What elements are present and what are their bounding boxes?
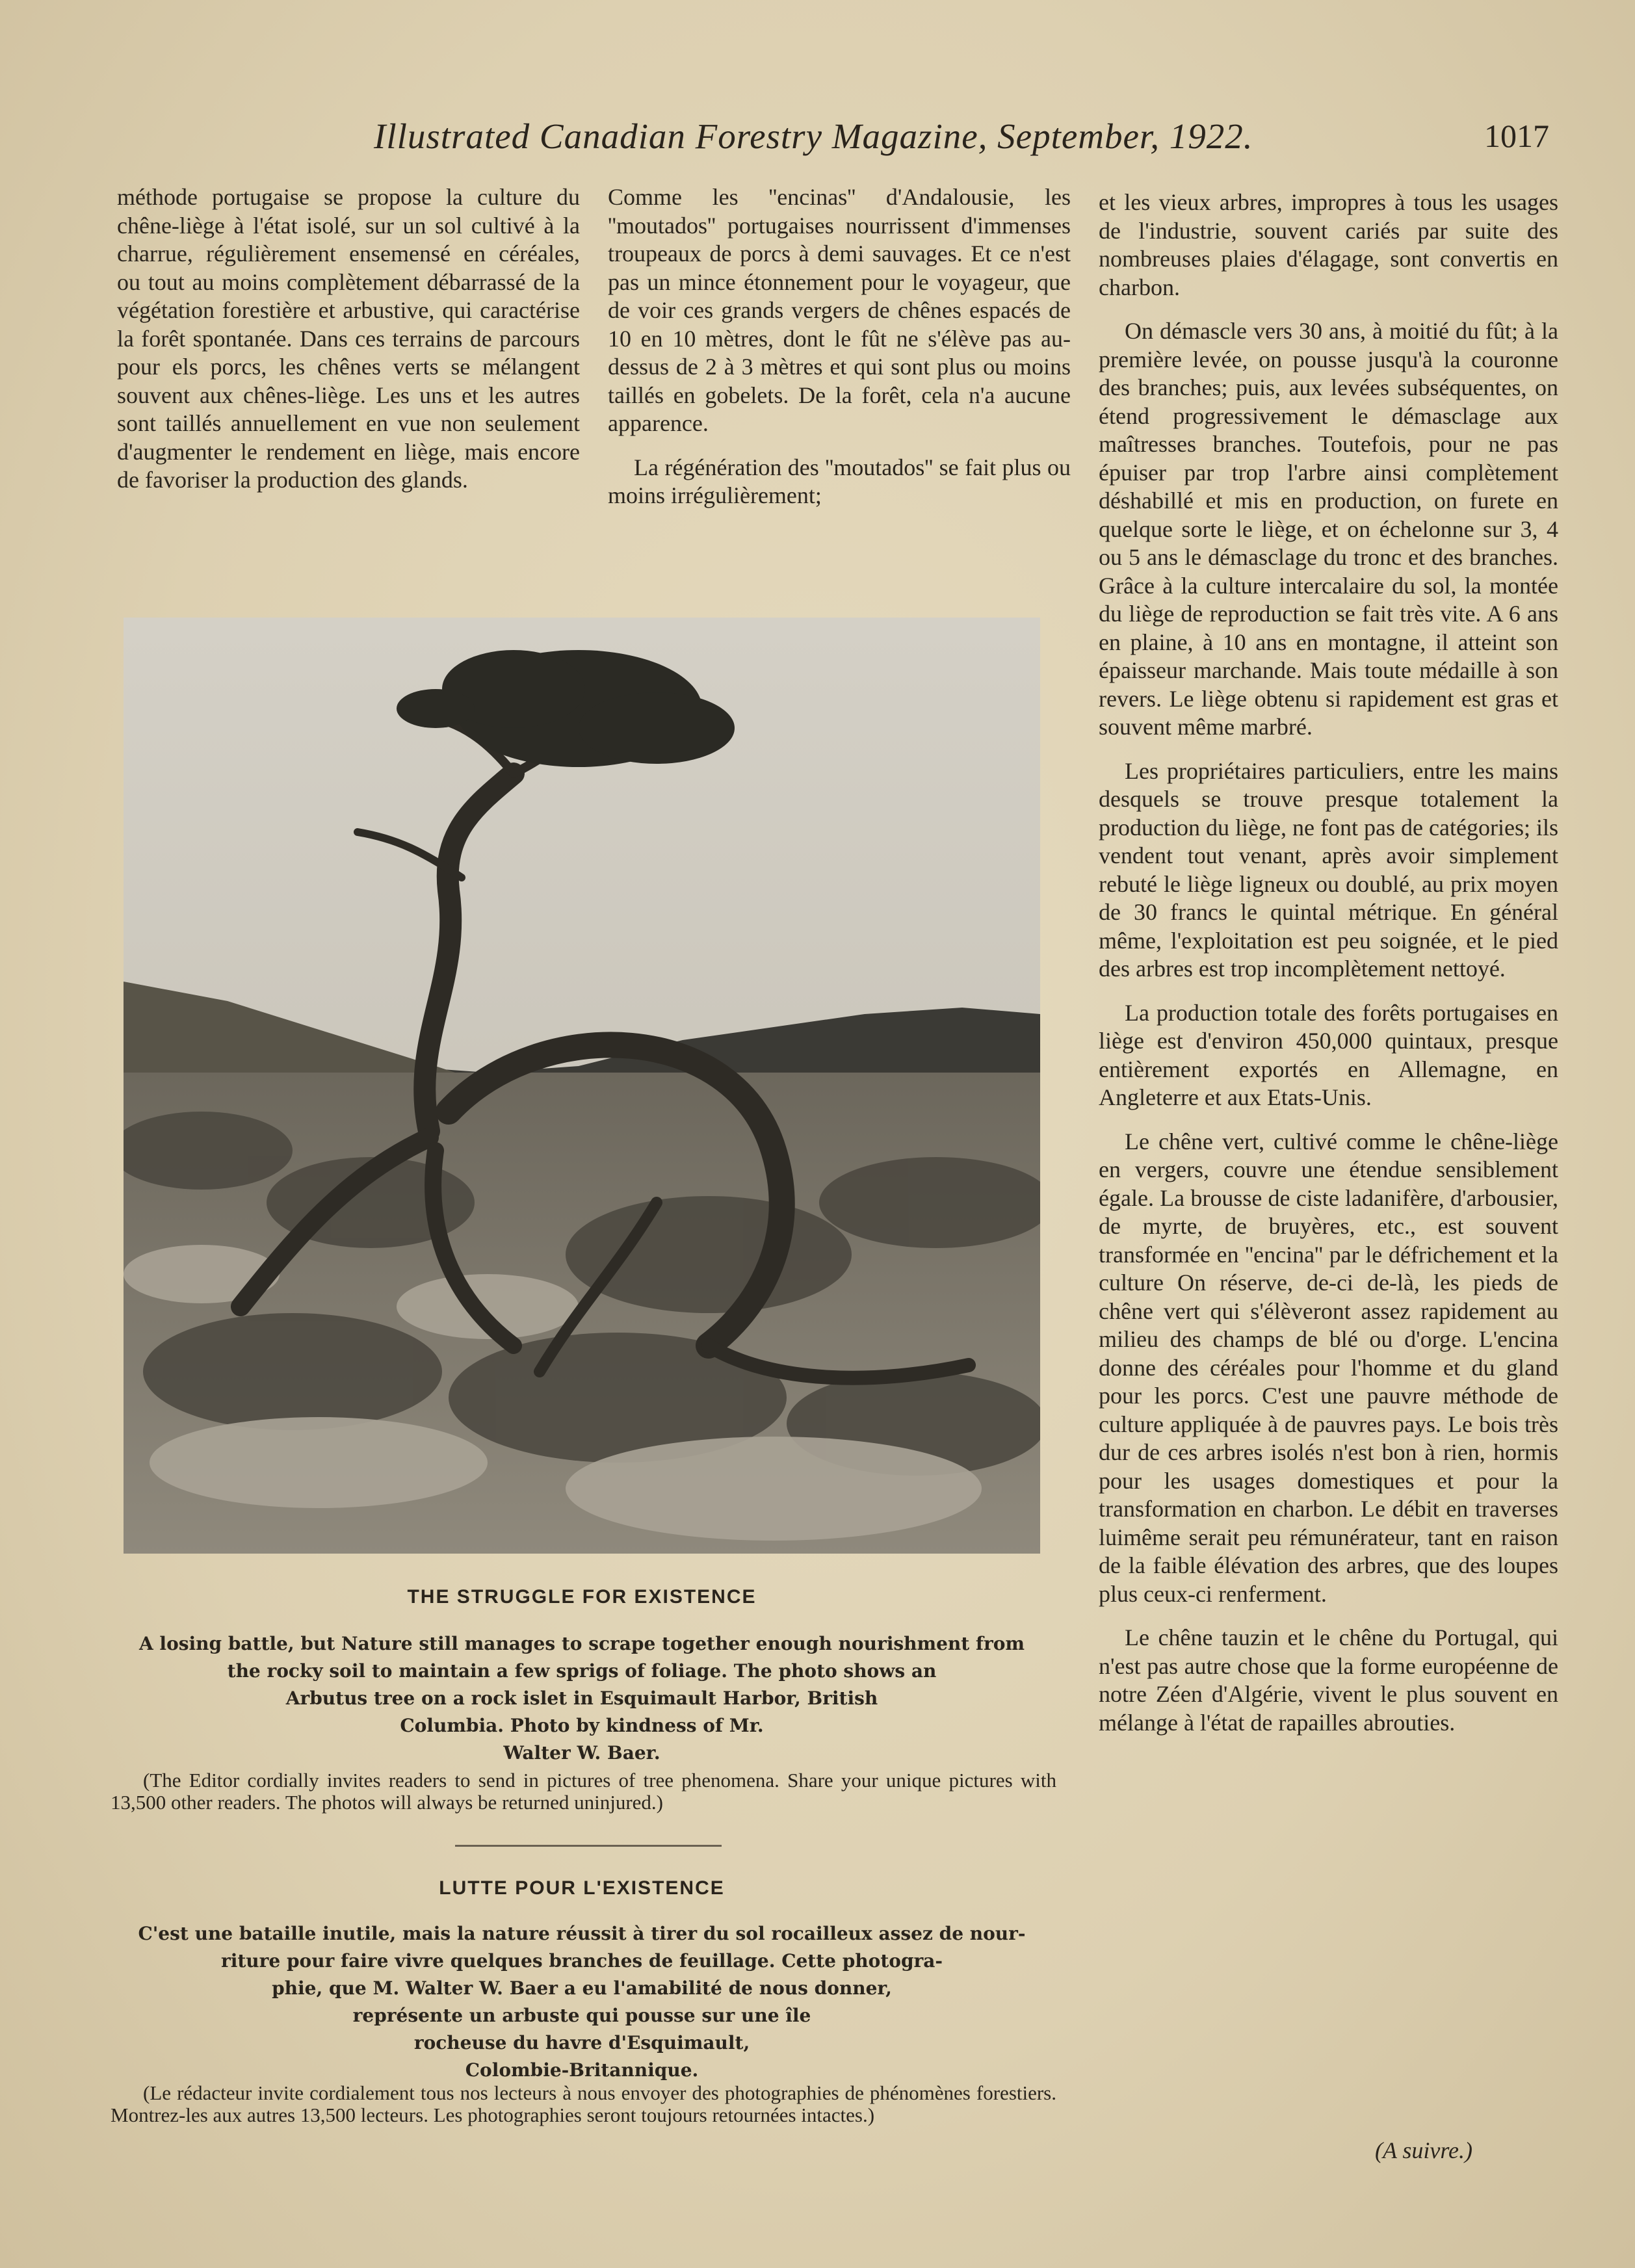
paragraph: La production totale des forêts portugaises en liège est d'environ 450,000 quintaux, presque entièrement exportés en Allemagne, en Angleterre et aux Etats-Unis. [1099, 999, 1558, 1110]
caption-line: Arbutus tree on a rock islet in Esquimault Harbor, British [285, 1688, 878, 1709]
editor-note-en: (The Editor cordially invites readers to send in pictures of tree phenomena. Share your unique pictures with 13,500 other readers. The photos will always be returned uninjured.) [111, 1769, 1056, 1814]
caption-line: Columbia. Photo by kindness of Mr. [400, 1715, 764, 1736]
caption-line: phie, que M. Walter W. Baer a eu l'amabilité de nous donner, [272, 1977, 892, 1999]
caption-line: riture pour faire vivre quelques branches de feuillage. Cette photogra- [220, 1950, 943, 1972]
caption-line: A losing battle, but Nature still manages to scrape together enough nourishment from [138, 1633, 1025, 1654]
paragraph: Les propriétaires particuliers, entre les mains desquels se trouve presque totalement la production du liège, ne font pas de catégories; ils vendent tout venant, après avoir simplement rebuté le liège ligneux ou doublé, au prix moyen de 30 francs le quintal métrique. En général même, l'exploitation est peu soignée, et le pied des arbres est trop incomplètement nettoyé. [1099, 757, 1558, 982]
text-column-2 [608, 183, 1071, 510]
paragraph: On démascle vers 30 ans, à moitié du fût; à la première levée, on pousse jusqu'à la couronne des branches; puis, aux levées subséquentes, on étend progressivement le démasclage aux maîtresses branches. Toutefois, pour ne pas épuiser par trop l'arbre ainsi complètement déshabillé et mis en production, on furete en quelque sorte le liège, et on échelonne sur 3, 4 ou 5 ans le démasclage du tronc et des branches. Grâce à la culture intercalaire du sol, la montée du liège de reproduction se fait très vite. A 6 ans en plaine, à 10 ans en montagne, il atteint son épaisseur marchande. Mais toute médaille à son revers. Le liège obtenu si rapidement est gras et souvent même marbré. [1099, 318, 1558, 740]
caption-line: rocheuse du havre d'Esquimault, [413, 2032, 750, 2053]
page-number: 1017 [1484, 118, 1549, 154]
caption-line: C'est une bataille inutile, mais la nature réussit à tirer du sol rocailleux assez de nour- [138, 1923, 1026, 1944]
editor-note-fr: (Le rédacteur invite cordialement tous nos lecteurs à nous envoyer des photographies de phénomènes forestiers. Montrez-les aux autres 13,500 lecteurs. Les photographies seront toujours retournées intactes.) [111, 2081, 1056, 2126]
paragraph: méthode portugaise se propose la culture du chêne-liège à l'état isolé, sur un sol cultivé à la charrue, régulièrement ensemensé en céréales, ou tout au moins complètement débarrassé de la végétation forestière et arbustive, qui caractérise la forêt spontanée. Dans ces terrains de parcours pour els porcs, les chênes verts se mélangent souvent aux chênes-liège. Les uns et les autres sont taillés annuellement en vue non seulement d'augmenter le rendement en liège, mais encore de favoriser la production des glands. [117, 184, 580, 493]
caption-en [104, 1630, 1060, 1767]
paragraph: La régénération des ''moutados'' se fait plus ou moins irrégulièrement; [608, 454, 1071, 508]
paragraph: Le chêne tauzin et le chêne du Portugal, qui n'est pas autre chose que la forme européenne de notre Zéen d'Algérie, vivent le plus souvent en mélange à l'état de rapailles abrouties. [1099, 1624, 1558, 1736]
arbutus-tree-photo [124, 618, 1040, 1554]
tree-photo-illustration [124, 618, 1040, 1554]
to-be-continued: (A suivre.) [1375, 2137, 1472, 2163]
text-column-3 [1099, 189, 1558, 1737]
caption-line: Colombie-Britannique. [465, 2059, 699, 2081]
caption-line: représente un arbuste qui pousse sur une île [352, 2005, 811, 2026]
divider [455, 1845, 722, 1847]
caption-fr [104, 1920, 1060, 2084]
paragraph: et les vieux arbres, impropres à tous les usages de l'industrie, souvent cariés par suite des nombreuses plaies d'élagage, sont convertis en charbon. [1099, 189, 1558, 300]
paragraph: Comme les ''encinas'' d'Andalousie, les ''moutados'' portugaises nourrissent d'immenses troupeaux de porcs à demi sauvages. Et ce n'est pas un mince étonnement pour le voyageur, que de voir ces grands vergers de chênes espacés de 10 en 10 mètres, dont le fût ne s'élève pas au-dessus de 2 à 3 mètres et qui sont plus ou moins taillés en gobelets. De la forêt, cela n'a aucune apparence. [608, 184, 1071, 436]
running-header: Illustrated Canadian Forestry Magazine, September, 1922. [374, 116, 1253, 156]
text-column-1 [117, 183, 580, 495]
caption-line: Walter W. Baer. [503, 1742, 661, 1764]
caption-title-en: THE STRUGGLE FOR EXISTENCE [407, 1586, 757, 1608]
paragraph: Le chêne vert, cultivé comme le chêne-liège en vergers, couvre une étendue sensiblement égale. La brousse de ciste ladanifère, d'arbousier, de myrte, de bruyères, etc., est souvent transformée en ''encina'' par le défrichement et la culture On réserve, de-ci de-là, les pieds de chêne vert qui s'élèveront assez rapidement au milieu des champs de blé ou d'orge. L'encina donne des céréales pour l'homme et du gland pour les porcs. C'est une pauvre méthode de culture appliquée à de pauvres pays. Le bois très dur de ces arbres isolés n'est bon à rien, hormis pour les usages domestiques et pour la transformation en charbon. Le débit en traverses luimême serait peu rémunérateur, tant en raison de la faible élévation des arbres, que des loupes plus ceux-ci renferment. [1099, 1128, 1558, 1607]
caption-title-fr: LUTTE POUR L'EXISTENCE [439, 1877, 725, 1899]
caption-line: the rocky soil to maintain a few sprigs of foliage. The photo shows an [227, 1660, 937, 1682]
